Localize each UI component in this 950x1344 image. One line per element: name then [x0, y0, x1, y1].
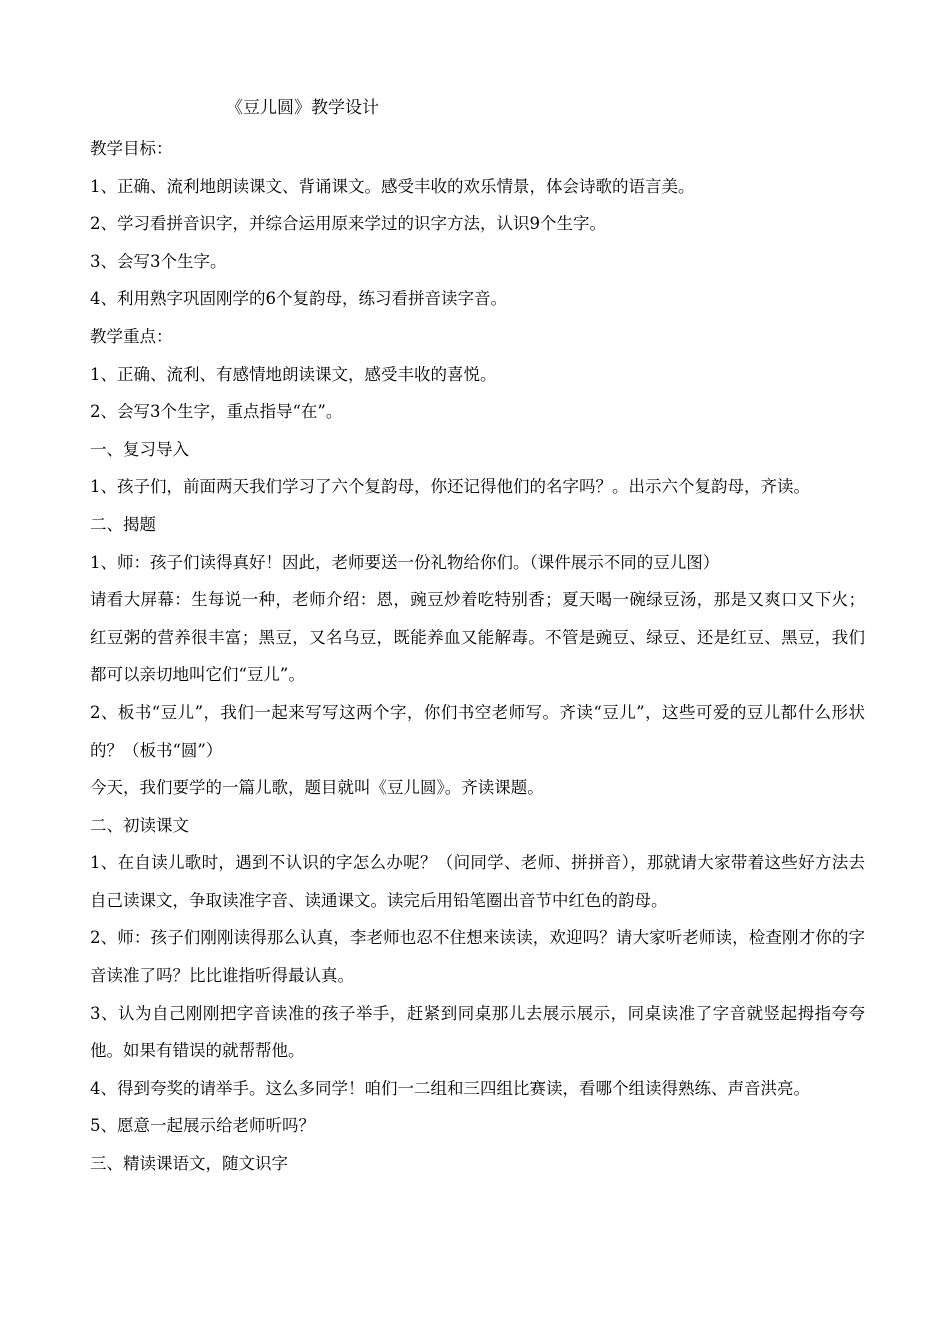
key-point-item-1: 1、正确、流利、有感情地朗读课文，感受丰收的喜悦。 [90, 364, 497, 384]
objective-item-3: 3、会写3个生字。 [90, 251, 227, 271]
reveal-paragraph-1: 1、师：孩子们读得真好！因此，老师要送一份礼物给你们。（课件展示不同的豆儿图） [90, 552, 720, 572]
first-reading-paragraph-2: 2、师：孩子们刚刚读得那么认真，李老师也忍不住想来读读，欢迎吗？请大家听老师读，检查刚才你的字音读准了吗？比比谁指听得最认真。 [90, 928, 865, 986]
reveal-paragraph-3: 2、板书“豆儿”，我们一起来写写这两个字，你们书空老师写。齐读“豆儿”，这些可爱的豆儿都什么形状的？（板书“圆”） [90, 702, 865, 760]
first-reading-paragraph-5: 5、愿意一起展示给老师听吗？ [90, 1116, 315, 1136]
reveal-paragraph-4: 今天，我们要学的一篇儿歌，题目就叫《豆儿圆》。齐读课题。 [90, 778, 544, 798]
document-body [90, 130, 865, 1183]
section-heading-objectives: 教学目标： [90, 139, 173, 158]
review-paragraph-1: 1、孩子们，前面两天我们学习了六个复韵母，你还记得他们的名字吗？。出示六个复韵母，齐读。 [90, 477, 810, 497]
section-heading-first-reading: 二、初读课文 [90, 815, 189, 835]
section-heading-close-reading: 三、精读课语文，随文识字 [90, 1154, 288, 1174]
first-reading-paragraph-1: 1、在自读儿歌时，遇到不认识的字怎么办呢？（问同学、老师、拼拼音），那就请大家带着这些好方法去自己读课文，争取读准字音、读通课文。读完后用铅笔圈出音节中红色的韵母。 [90, 853, 865, 910]
objective-item-2: 2、学习看拼音识字，并综合运用原来学过的识字方法，认识9个生字。 [90, 214, 606, 234]
objective-item-4: 4、利用熟字巩固刚学的6个复韵母，练习看拼音读字音。 [90, 289, 507, 309]
section-heading-key-points: 教学重点： [90, 326, 173, 346]
first-reading-paragraph-3: 3、认为自己刚刚把字音读准的孩子举手，赶紧到同桌那儿去展示展示，同桌读准了字音就竖起拇指夸夸他。如果有错误的就帮帮他。 [90, 1003, 865, 1061]
document-title: 《豆儿圆》教学设计 [226, 98, 379, 118]
section-heading-review: 一、复习导入 [90, 439, 189, 459]
objective-item-1: 1、正确、流利地朗读课文、背诵课文。感受丰收的欢乐情景，体会诗歌的语言美。 [90, 176, 695, 196]
reveal-paragraph-2: 请看大屏幕：生每说一种，老师介绍：恩，豌豆炒着吃特别香；夏天喝一碗绿豆汤，那是又爽口又下火；红豆粥的营养很丰富；黑豆，又名乌豆，既能养血又能解毒。不管是豌豆、绿豆、还是红豆、黑豆，我们都可以亲切地叫它们“豆儿”。 [90, 590, 865, 685]
first-reading-paragraph-4: 4、得到夸奖的请举手。这么多同学！咱们一二组和三四组比赛读，看哪个组读得熟练、声音洪亮。 [90, 1078, 810, 1098]
section-heading-reveal-topic: 二、揭题 [90, 514, 156, 534]
key-point-item-2: 2、会写3个生字，重点指导“在”。 [90, 402, 343, 422]
